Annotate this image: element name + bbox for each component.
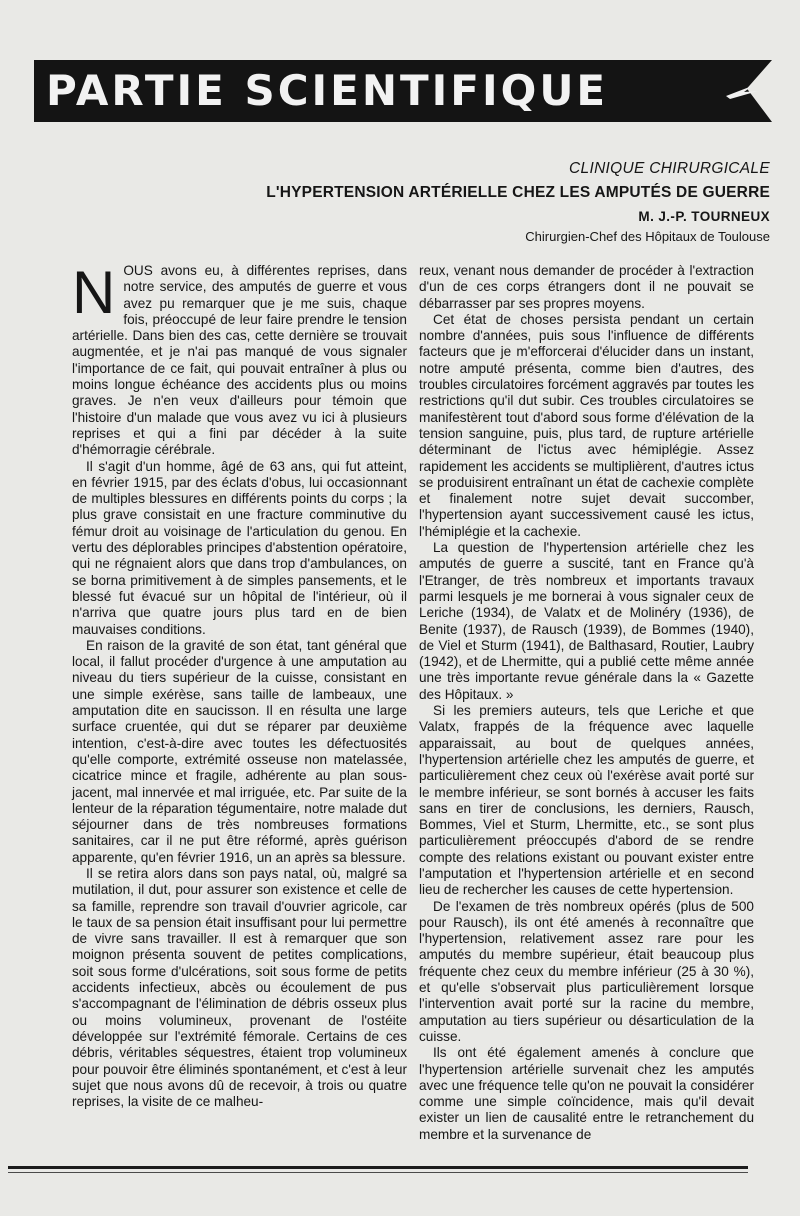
- paragraph: Il se retira alors dans son pays natal, où, malgré sa mutilation, il dut, pour assurer son existence et celle de sa famille, reprendre son travail d'ouvrier agricole, car le taux de sa pension était insuffisant pour lui permettre de vivre sans travailler. Il est à remarquer que son moignon présenta souvent de petites complications, soit sous forme d'ulcérations, soit sous forme de petits accidents infectieux, abcès ou écoulement de pus s'accompagnant de l'élimination de débris osseux plus ou moins volumineux, provenant de l'ostéite développée sur l'extrémité fémorale. Certains de ces débris, véritables séquestres, étaient trop volumineux pour pouvoir être éliminés spontanément, et c'est à leur sujet que nous avons dû de recevoir, à trois ou quatre reprises, la visite de ce malheu-: [72, 865, 407, 1110]
- author-affiliation: Chirurgien-Chef des Hôpitaux de Toulouse: [525, 229, 770, 244]
- bottom-rule-thin: [8, 1172, 748, 1173]
- rubric: CLINIQUE CHIRURGICALE: [569, 160, 770, 177]
- arrow-icon: [722, 82, 762, 102]
- paragraph: En raison de la gravité de son état, tant général que local, il fallut procéder d'urgence à une amputation au niveau du tiers supérieur de la cuisse, consistant en une simple exérèse, sans taille de lambeaux, une amputation dite en saucisson. Il en résulta une large surface cruentée, qui dut se réparer par deuxième intention, c'est-à-dire avec toutes les défectuosités qu'elle comporte, extrémité osseuse non matelassée, cicatrice mince et fragile, adhérente au plan sous-jacent, mal innervée et mal irriguée, etc. Par suite de la lenteur de la réparation tégumentaire, notre malade dut séjourner dans de très nombreuses formations sanitaires, car il ne put être réformé, après guérison apparente, qu'en février 1916, un an après sa blessure.: [72, 637, 407, 865]
- left-column: [72, 259, 407, 1110]
- paragraph: Cet état de choses persista pendant un certain nombre d'années, puis sous l'influence de différents facteurs que je m'efforcerai d'élucider dans un instant, notre amputé présenta, comme bien d'autres, des troubles circulatoires forcément aggravés par toutes les restrictions qu'il dut subir. Ces troubles circulatoires se manifestèrent tout d'abord sous forme d'élévation de la tension sanguine, puis, plus tard, de rupture artérielle déterminant de l'ictus avec hémiplégie. Assez rapidement les accidents se multiplièrent, d'autres ictus se produisirent entraînant un état de cachexie complète et finalement notre sujet devait succomber, l'hypertension ayant successivement causé les ictus, l'hémiplégie et la cachexie.: [419, 311, 754, 539]
- paragraph: La question de l'hypertension artérielle chez les amputés de guerre a suscité, tant en France qu'à l'Etranger, de très nombreux et importants travaux parmi lesquels je me bornerai à vous signaler ceux de Leriche (1934), de Valatx et de Molinéry (1936), de Benite (1937), de Rausch (1939), de Bommes (1940), de Viel et Sturm (1941), de Balthasard, Routier, Laubry (1942), et de Lhermitte, qui a publié cette même année une très importante revue générale dans la « Gazette des Hôpitaux. »: [419, 540, 754, 702]
- paragraph: De l'examen de très nombreux opérés (plus de 500 pour Rausch), ils ont été amenés à reconnaître que l'hypertension, relativement assez rare pour les amputés du membre supérieur, était beaucoup plus fréquente chez ceux du membre inférieur (25 à 30 %), et qu'elle s'observait plus particulièrement lorsque l'intervention avait porté sur la racine du membre, amputation au tiers supérieur ou désarticulation de la cuisse.: [419, 898, 754, 1044]
- paragraph-text: OUS avons eu, à différentes reprises, dans notre service, des amputés de guerre et vous avez pu remarquer que je me suis, chaque fois, préoccupé de leur faire prendre le tension artérielle. Dans bien des cas, cette dernière se trouvait augmentée, et je n'ai pas manqué de vous signaler l'importance de ce fait, qui pouvait entraîner à plus ou moins longue échéance des accidents plus ou moins graves. Je n'en veux d'ailleurs pour témoin que l'histoire d'un malade que vous avez vu ici à plusieurs reprises et qui a fini par décéder à la suite d'hémorragie cérébrale.: [72, 263, 407, 458]
- drop-cap: N: [72, 259, 116, 326]
- bottom-rule: [8, 1166, 748, 1169]
- right-column: [419, 263, 754, 1143]
- section-title: PARTIE SCIENTIFIQUE: [46, 66, 609, 115]
- article-title: L'HYPERTENSION ARTÉRIELLE CHEZ LES AMPUTÉS DE GUERRE: [266, 184, 770, 201]
- paragraph: Ils ont été également amenés à conclure que l'hypertension artérielle survenait chez les amputés avec une fréquence telle qu'on ne pouvait la considérer comme une simple coïncidence, mais qu'il devait exister un lien de causalité entre le retranchement du membre et la survenance de: [419, 1045, 754, 1142]
- author: M. J.-P. TOURNEUX: [638, 209, 770, 224]
- paragraph: [72, 259, 407, 459]
- paragraph: Si les premiers auteurs, tels que Leriche et que Valatx, frappés de la fréquence avec laquelle apparaissait, au bout de quelques années, l'hypertension artérielle chez les amputés de guerre, et particulièrement chez ceux où l'exérèse avait porté sur le membre inférieur, se sont bornés à accuser les faits sans en tirer de conclusions, les derniers, Rausch, Bommes, Viel et Sturm, Lhermitte, etc., se sont plus particulièrement préoccupés d'abord de se rendre compte des relations existant ou pouvant exister entre l'amputation et l'hypertension artérielle et en second lieu de rechercher les causes de cette hypertension.: [419, 703, 754, 898]
- paragraph: reux, venant nous demander de procéder à l'extraction d'un de ces corps étrangers dont il ne pouvait se débarrasser par ses propres moyens.: [419, 263, 754, 311]
- paragraph: Il s'agit d'un homme, âgé de 63 ans, qui fut atteint, en février 1915, par des éclats d'obus, lui occasionnant de multiples blessures en différents points du corps ; la plus grave consistait en une fracture comminutive du fémur droit au voisinage de l'articulation du genou. En vertu des déplorables principes d'abstention opératoire, qui ne régnaient alors que dans trop d'ambulances, on se borna primitivement à de simples pansements, et le blessé fut évacué sur un hôpital de l'intérieur, où il n'arriva que quatre jours plus tard en de bien mauvaises conditions.: [72, 458, 407, 637]
